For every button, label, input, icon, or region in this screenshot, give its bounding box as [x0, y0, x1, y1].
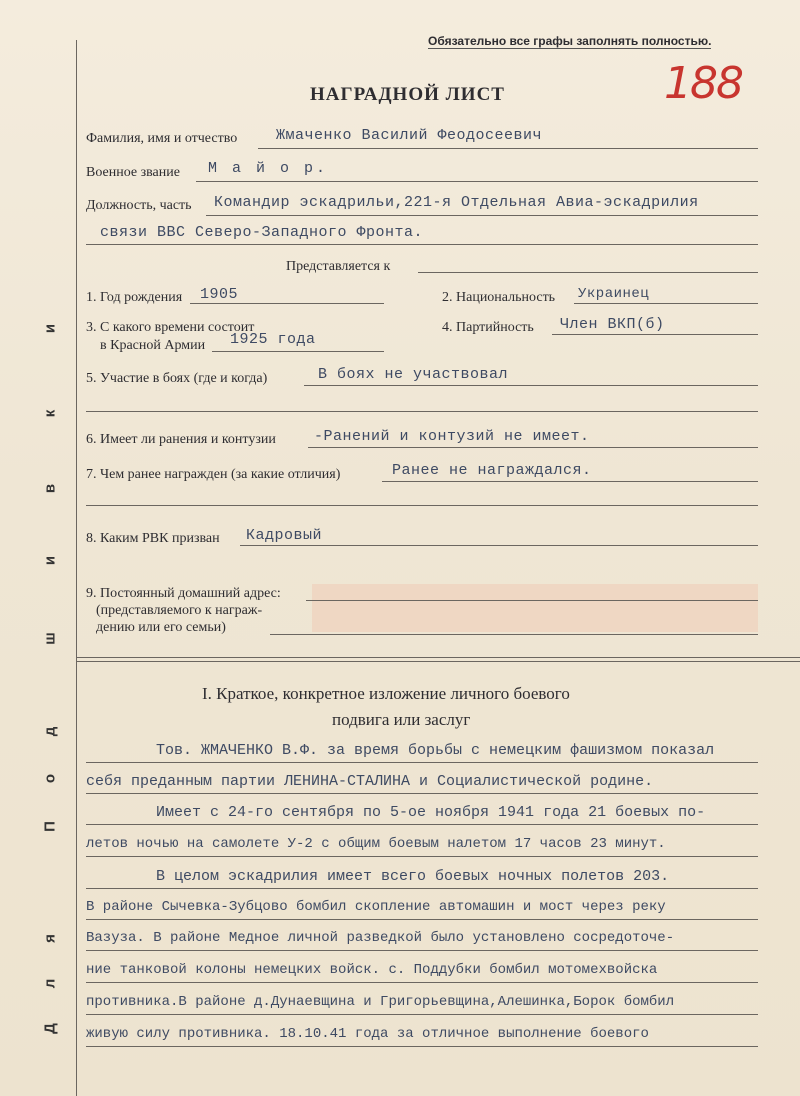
- narrative-line: ние танковой колоны немецких войск. с. Поддубки бомбил мотомехвойска: [86, 962, 658, 978]
- redacted-address: [312, 584, 758, 632]
- battles-value: В боях не участвовал: [318, 366, 509, 383]
- party-underline: [552, 334, 758, 335]
- section-heading-1: I. Краткое, конкретное изложение личного боевого: [202, 684, 570, 703]
- battles-underline-2: [86, 411, 758, 412]
- army-value: 1925 года: [230, 331, 316, 348]
- position-value-line2: связи ВВС Северо-Западного Фронта.: [100, 224, 424, 241]
- narrative-line: Вазуза. В районе Медное личной разведкой было установлено сосредоточе-: [86, 930, 675, 946]
- birth-label: 1. Год рождения: [86, 290, 183, 305]
- rank-underline: [196, 181, 758, 182]
- side-letter: к: [41, 409, 59, 418]
- rank-value: М а й о р.: [208, 160, 329, 177]
- awards-underline-1: [382, 481, 758, 482]
- side-letter: П: [41, 821, 59, 832]
- rvk-underline: [240, 545, 758, 546]
- narrative-rule: [86, 919, 758, 920]
- left-margin-line: [76, 40, 77, 1096]
- section-divider: [76, 657, 800, 658]
- awards-underline-2: [86, 505, 758, 506]
- nationality-value: Украинец: [578, 286, 650, 302]
- narrative-line: Имеет с 24-го сентября по 5-ое ноября 1941 года 21 боевых по-: [156, 804, 706, 821]
- birth-value: 1905: [200, 286, 239, 303]
- narrative-rule: [86, 793, 758, 794]
- name-label: Фамилия, имя и отчество: [86, 131, 238, 146]
- narrative-rule: [86, 1014, 758, 1015]
- birth-underline: [190, 303, 384, 304]
- narrative-rule: [86, 888, 758, 889]
- narrative-line: В целом эскадрилия имеет всего боевых ночных полетов 203.: [156, 868, 670, 885]
- handwritten-number: 188: [664, 58, 742, 109]
- narrative-line: противника.В районе д.Дунаевщина и Григорьевщина,Алешинка,Борок бомбил: [86, 994, 675, 1010]
- side-letter: и: [41, 555, 59, 566]
- wounds-value: -Ранений и контузий не имеет.: [314, 428, 590, 445]
- narrative-rule: [86, 824, 758, 825]
- side-letter: и: [41, 323, 59, 334]
- presented-label: Представляется к: [286, 259, 391, 274]
- wounds-underline: [308, 447, 758, 448]
- narrative-rule: [86, 856, 758, 857]
- narrative-line: Тов. ЖМАЧЕНКО В.Ф. за время борьбы с немецким фашизмом показал: [156, 742, 715, 759]
- document-title: НАГРАДНОЙ ЛИСТ: [310, 84, 505, 105]
- narrative-line: живую силу противника. 18.10.41 года за отличное выполнение боевого: [86, 1026, 649, 1042]
- narrative-rule: [86, 1046, 758, 1047]
- name-value: Жмаченко Василий Феодосеевич: [276, 127, 543, 144]
- nationality-underline: [574, 303, 758, 304]
- presented-underline: [418, 272, 758, 273]
- narrative-rule: [86, 950, 758, 951]
- narrative-rule: [86, 762, 758, 763]
- rvk-value: Кадровый: [246, 527, 323, 544]
- army-label-2: в Красной Армии: [100, 338, 206, 353]
- battles-underline-1: [304, 385, 758, 386]
- army-label-1: 3. С какого времени состоит: [86, 320, 255, 335]
- party-label: 4. Партийность: [442, 320, 534, 335]
- side-letter: о: [41, 773, 59, 784]
- awards-label: 7. Чем ранее награжден (за какие отличия): [86, 467, 341, 482]
- address-underline-2: [270, 634, 758, 635]
- position-underline-2: [86, 244, 758, 245]
- position-value-line1: Командир эскадрильи,221-я Отдельная Авиа-эскадрилия: [214, 194, 699, 211]
- rvk-label: 8. Каким РВК призван: [86, 531, 220, 546]
- address-underline-1: [306, 600, 758, 601]
- battles-label: 5. Участие в боях (где и когда): [86, 371, 268, 386]
- rank-label: Военное звание: [86, 165, 180, 180]
- position-underline-1: [206, 215, 758, 216]
- side-letter: д: [41, 726, 59, 737]
- narrative-rule: [86, 982, 758, 983]
- awards-value: Ранее не награждался.: [392, 462, 592, 479]
- section-divider-2: [76, 661, 800, 662]
- narrative-line: себя преданным партии ЛЕНИНА-СТАЛИНА и Социалистической родине.: [86, 773, 654, 790]
- side-letter: в: [41, 483, 59, 494]
- mandatory-notice: Обязательно все графы заполнять полностью.: [428, 34, 712, 48]
- name-underline: [258, 148, 758, 149]
- narrative-line: В районе Сычевка-Зубцово бомбил скопление автомашин и мост через реку: [86, 899, 666, 915]
- address-label-3: дению или его семьи): [96, 620, 226, 635]
- nationality-label: 2. Национальность: [442, 290, 556, 305]
- narrative-line: летов ночью на самолете У-2 с общим боевым налетом 17 часов 23 минут.: [86, 836, 666, 852]
- address-label-1: 9. Постоянный домашний адрес:: [86, 586, 281, 601]
- position-label: Должность, часть: [86, 198, 192, 213]
- side-letter: Д: [41, 1023, 59, 1034]
- section-heading-2: подвига или заслуг: [332, 710, 471, 729]
- address-label-2: (представляемого к награж-: [96, 603, 263, 618]
- army-underline: [212, 351, 384, 352]
- side-letter: л: [41, 978, 59, 989]
- party-value: Член ВКП(б): [560, 316, 665, 333]
- wounds-label: 6. Имеет ли ранения и контузии: [86, 432, 276, 447]
- side-letter: ш: [41, 632, 59, 645]
- side-letter: я: [41, 934, 59, 943]
